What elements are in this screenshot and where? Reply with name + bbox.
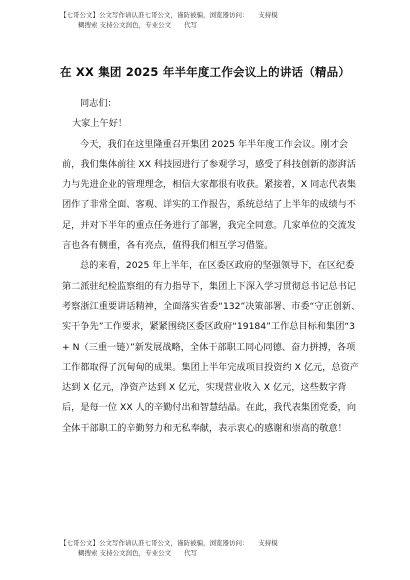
greeting: 大家上午好！ [72,118,128,130]
footer-line-1: 【七哥公文】公文写作请认准七哥公文，谨防被骗，浏览器访问： 支持模 [60,539,278,547]
header-line-2: 糊搜索 支持公文润色，专业公文 代写 [78,21,198,29]
paragraph-2: 总的来看，2025 年上半年，在区委区政府的坚强领导下，在区纪委第二派驻纪检监察组的有力指导下，集团上下深入学习贯彻总书记总书记考察浙江重要讲话精神，全面落实省委“132”决策部署、市委“守正创新、实干争先”工作要求，紧紧围绕区委区政府“19184”工作总目标和集团“3 + N（三重一链）”新发展战略，全体干部职工同心同德、奋力拼搏，各项工作都取得了沉甸甸的成果。集团上半年完成项目投资约 X 亿元，总资产达到 X 亿元，净资产达到 X 亿元，实现营业收入 X 亿元，这些数字背后，是每一位 XX 人的辛勤付出和智慧结晶。在此，我代表集团党委，向全体干部职工的辛勤努力和无私奉献，表示衷心的感谢和崇高的敬意！ [62,260,361,434]
document-body [62,94,362,439]
page-header [60,10,360,30]
document-title: 在 XX 集团 2025 年半年度工作会议上的讲话（精品） [59,65,351,79]
paragraph-1: 今天，我们在这里隆重召开集团 2025 年半年度工作会议。刚才会前，我们集体前往 XX 科技园进行了参观学习，感受了科技创新的澎湃活力与先进企业的管理理念，相信大家都很有收获。紧接着，X 同志代表集团作了非常全面、客观、详实的工作报告，系统总结了上半年的成绩与不足，并对下半年的重点任务进行了部署，我完全同意。几家单位的交流发言也各有侧重，各有亮点，值得我们相互学习借鉴。 [62,138,357,252]
salutation: 同志们： [80,98,117,109]
header-line-1: 【七哥公文】公文写作请认准七哥公文，谨防被骗，浏览器访问： 支持模 [60,11,278,19]
footer-line-2: 糊搜索 支持公文润色，专业公文 代写 [78,549,198,557]
page-footer [60,538,360,558]
